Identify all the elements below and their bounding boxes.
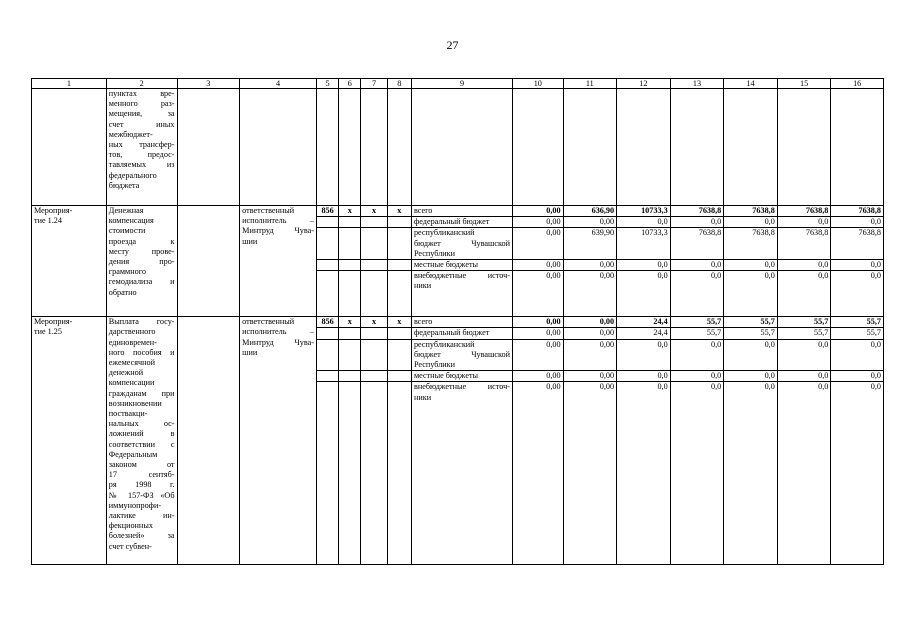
description-line: проезда к [108, 236, 175, 246]
column-number: 11 [563, 79, 617, 89]
budget-code: x [339, 206, 361, 217]
empty-cell [670, 89, 724, 206]
description-line: иммунопрофи- [108, 500, 162, 510]
description-line: ря 1998 г. [108, 480, 175, 490]
amount-cell: 55,7 [777, 317, 831, 328]
description-line: обратно [108, 287, 137, 297]
label-line: Мероприя- [34, 317, 73, 327]
amount-cell: 0,0 [777, 339, 831, 371]
amount-cell: 0,0 [777, 260, 831, 271]
executor [240, 206, 317, 317]
amount-cell: 0,0 [777, 382, 831, 565]
empty-cell [316, 371, 338, 382]
amount-cell: 7638,8 [831, 206, 884, 217]
amount-cell: 7638,8 [670, 206, 724, 217]
empty-cell [316, 382, 338, 565]
description-line: федерального [108, 170, 157, 180]
source-line: Республики [413, 360, 456, 370]
description-line: гражданам при [108, 388, 175, 398]
description-line: поствакци- [108, 409, 148, 419]
empty-cell [316, 271, 338, 317]
empty-cell [361, 382, 387, 565]
amount-cell: 0,00 [563, 317, 617, 328]
funding-source [411, 371, 512, 382]
amount-cell: 55,7 [724, 328, 778, 339]
amount-cell: 0,0 [777, 217, 831, 228]
empty-cell [316, 89, 338, 206]
amount-cell: 0,0 [724, 382, 778, 565]
description-line: возникновении [108, 398, 162, 408]
amount-cell: 0,0 [670, 217, 724, 228]
label-line: тие 1.25 [34, 327, 62, 337]
amount-cell: 7638,8 [724, 206, 778, 217]
source-line: местные бюджеты [413, 371, 479, 381]
empty-cell [339, 339, 361, 371]
amount-cell: 55,7 [831, 328, 884, 339]
description-line: менного раз- [108, 99, 175, 109]
empty-cell [387, 371, 411, 382]
description-line: единовремен- [108, 337, 157, 347]
description-line: пунктах вре- [108, 89, 175, 98]
measure-description [106, 317, 177, 565]
empty-cell [724, 89, 778, 206]
source-line: внебюджетные источ- [413, 271, 511, 281]
description-line: бюджета [108, 180, 140, 190]
source-line: Республики [413, 248, 456, 258]
empty-cell [361, 328, 387, 339]
amount-cell: 0,0 [724, 371, 778, 382]
description-line: денежной [108, 368, 144, 378]
description-line: тов, предос- [108, 150, 175, 160]
amount-cell: 55,7 [724, 317, 778, 328]
executor-line: Минтруд Чува- [242, 337, 314, 347]
amount-cell: 0,0 [831, 260, 884, 271]
budget-code: x [339, 317, 361, 328]
amount-cell: 0,00 [513, 382, 564, 565]
amount-cell: 0,00 [513, 271, 564, 317]
empty-cell [387, 217, 411, 228]
budget-code: x [361, 206, 387, 217]
page-number: 27 [446, 38, 459, 52]
column-number: 16 [831, 79, 884, 89]
empty-cell [339, 382, 361, 565]
description-line: болезней» за [108, 531, 175, 541]
amount-cell: 0,00 [563, 371, 617, 382]
source-line: бюджет Чувашской [413, 349, 511, 359]
description-line: Федеральным [108, 449, 158, 459]
amount-cell: 7638,8 [831, 228, 884, 260]
column-number: 9 [411, 79, 512, 89]
continuation-row [32, 89, 884, 206]
empty-cell [387, 228, 411, 260]
empty-cell [339, 328, 361, 339]
amount-cell: 0,00 [513, 228, 564, 260]
executor-line: шии [242, 236, 258, 246]
source-line: всего [413, 206, 433, 215]
amount-cell: 0,0 [831, 271, 884, 317]
funding-source [411, 228, 512, 260]
description-line: нальных ос- [108, 419, 175, 429]
executor-line: ответственный [242, 206, 295, 215]
empty-cell [361, 371, 387, 382]
amount-cell: 0,00 [513, 328, 564, 339]
amount-cell: 0,00 [563, 328, 617, 339]
description-line: счет субвен- [108, 541, 152, 551]
budget-code: 856 [316, 206, 338, 217]
empty-cell [339, 260, 361, 271]
source-line: республиканский [413, 228, 475, 238]
empty-cell [777, 89, 831, 206]
description-line: ежемесячной [108, 358, 155, 368]
empty-cell [339, 89, 361, 206]
empty-cell [32, 89, 107, 206]
amount-cell: 7638,8 [777, 206, 831, 217]
empty-cell [387, 339, 411, 371]
description-line: граммного [108, 267, 146, 277]
amount-cell: 0,00 [513, 371, 564, 382]
column-number: 4 [240, 79, 317, 89]
funding-source [411, 217, 512, 228]
empty-cell [387, 382, 411, 565]
empty-cell [339, 371, 361, 382]
amount-cell: 0,0 [617, 339, 671, 371]
description-line: месту прове- [108, 246, 175, 256]
amount-cell: 0,0 [670, 260, 724, 271]
budget-code: 856 [316, 317, 338, 328]
executor-line: шии [242, 347, 258, 357]
amount-cell: 0,00 [563, 382, 617, 565]
amount-cell: 0,0 [724, 271, 778, 317]
amount-cell: 0,00 [563, 339, 617, 371]
amount-cell: 0,00 [513, 317, 564, 328]
source-line: ники [413, 392, 432, 402]
amount-cell: 0,0 [724, 339, 778, 371]
source-line: ники [413, 281, 432, 291]
amount-cell: 0,0 [831, 371, 884, 382]
empty-cell [387, 260, 411, 271]
empty-cell [316, 328, 338, 339]
budget-table [31, 78, 884, 565]
amount-cell: 24,4 [617, 328, 671, 339]
empty-cell [513, 89, 564, 206]
amount-cell: 0,00 [513, 339, 564, 371]
source-line: федеральный бюджет [413, 217, 490, 227]
amount-cell: 0,0 [617, 271, 671, 317]
amount-cell: 0,0 [777, 271, 831, 317]
description-line: соответствии с [108, 439, 175, 449]
amount-cell: 0,0 [670, 371, 724, 382]
description-line: дения про- [108, 257, 175, 267]
empty-cell [617, 89, 671, 206]
amount-cell: 0,00 [513, 206, 564, 217]
description-line: ного пособия и [108, 347, 175, 357]
funding-source [411, 317, 512, 328]
budget-code: x [387, 317, 411, 328]
empty-cell [177, 206, 240, 317]
empty-cell [361, 260, 387, 271]
amount-cell: 55,7 [777, 328, 831, 339]
funding-source [411, 382, 512, 565]
amount-cell: 0,0 [777, 371, 831, 382]
amount-cell: 0,0 [831, 382, 884, 565]
column-number: 2 [106, 79, 177, 89]
amount-cell: 0,00 [513, 217, 564, 228]
amount-cell: 7638,8 [670, 228, 724, 260]
column-number: 12 [617, 79, 671, 89]
column-number: 14 [724, 79, 778, 89]
budget-code: x [361, 317, 387, 328]
executor-line: ответственный [242, 317, 295, 327]
amount-cell: 0,00 [563, 271, 617, 317]
source-line: местные бюджеты [413, 260, 479, 270]
empty-cell [361, 217, 387, 228]
description-line: мещения, за [108, 109, 175, 119]
amount-cell: 10733,3 [617, 228, 671, 260]
amount-cell: 0,00 [563, 217, 617, 228]
empty-cell [316, 339, 338, 371]
source-row [32, 206, 884, 217]
empty-cell [411, 89, 512, 206]
source-row [32, 317, 884, 328]
description-line: лактике ин- [108, 511, 175, 521]
empty-cell [361, 271, 387, 317]
source-line: внебюджетные источ- [413, 382, 511, 392]
column-number: 7 [361, 79, 387, 89]
description-line: тавляемых из [108, 160, 175, 170]
executor-line: исполнитель – [242, 327, 314, 337]
executor [240, 317, 317, 565]
empty-cell [361, 339, 387, 371]
empty-cell [339, 271, 361, 317]
amount-cell: 0,0 [617, 217, 671, 228]
description-line: дарственного [108, 327, 156, 337]
empty-cell [177, 317, 240, 565]
source-line: бюджет Чувашской [413, 238, 511, 248]
description-line: ложнений в [108, 429, 175, 439]
amount-cell: 0,0 [670, 382, 724, 565]
amount-cell: 0,0 [617, 371, 671, 382]
amount-cell: 7638,8 [777, 228, 831, 260]
empty-cell [240, 89, 317, 206]
amount-cell: 639,90 [563, 228, 617, 260]
column-number: 6 [339, 79, 361, 89]
description-line: межбюджет- [108, 129, 153, 139]
column-number: 3 [177, 79, 240, 89]
funding-source [411, 339, 512, 371]
budget-code: x [387, 206, 411, 217]
description-line: компенсации [108, 378, 155, 388]
measure-label [32, 206, 107, 317]
amount-cell: 0,0 [617, 260, 671, 271]
description-line: фекционных [108, 521, 153, 531]
empty-cell [339, 217, 361, 228]
label-line: Мероприя- [34, 206, 73, 215]
description-line: Денежная [108, 206, 144, 215]
column-numbers-row [32, 79, 884, 89]
empty-cell [316, 260, 338, 271]
funding-source [411, 328, 512, 339]
amount-cell: 0,0 [831, 339, 884, 371]
empty-cell [316, 228, 338, 260]
funding-source [411, 260, 512, 271]
measure-description [106, 206, 177, 317]
funding-source [411, 271, 512, 317]
source-line: федеральный бюджет [413, 328, 490, 338]
amount-cell: 55,7 [831, 317, 884, 328]
label-line: тие 1.24 [34, 216, 62, 226]
empty-cell [831, 89, 884, 206]
description-line: ных трансфер- [108, 140, 175, 150]
empty-cell [177, 89, 240, 206]
amount-cell: 0,00 [563, 260, 617, 271]
description-line: компенсация [108, 216, 154, 226]
empty-cell [361, 228, 387, 260]
measure-description [106, 89, 177, 206]
amount-cell: 55,7 [670, 317, 724, 328]
description-line: счет иных [108, 119, 175, 129]
amount-cell: 0,0 [724, 217, 778, 228]
column-number: 13 [670, 79, 724, 89]
amount-cell: 0,0 [670, 271, 724, 317]
empty-cell [387, 328, 411, 339]
amount-cell: 636,90 [563, 206, 617, 217]
amount-cell: 7638,8 [724, 228, 778, 260]
column-number: 1 [32, 79, 107, 89]
empty-cell [387, 271, 411, 317]
empty-cell [361, 89, 387, 206]
column-number: 8 [387, 79, 411, 89]
source-line: республиканский [413, 339, 475, 349]
amount-cell: 55,7 [670, 328, 724, 339]
amount-cell: 10733,3 [617, 206, 671, 217]
description-line: гемодиализа и [108, 277, 175, 287]
funding-source [411, 206, 512, 217]
executor-line: исполнитель – [242, 216, 314, 226]
column-number: 15 [777, 79, 831, 89]
empty-cell [339, 228, 361, 260]
amount-cell: 0,0 [724, 260, 778, 271]
amount-cell: 0,00 [513, 260, 564, 271]
empty-cell [387, 89, 411, 206]
description-line: 17 сентяб- [108, 470, 175, 480]
amount-cell: 0,0 [617, 382, 671, 565]
empty-cell [563, 89, 617, 206]
empty-cell [316, 217, 338, 228]
description-line: Выплата госу- [108, 317, 175, 327]
amount-cell: 0,0 [670, 339, 724, 371]
amount-cell: 0,0 [831, 217, 884, 228]
amount-cell: 24,4 [617, 317, 671, 328]
description-line: законом от [108, 460, 175, 470]
source-line: всего [413, 317, 433, 327]
description-line: стоимости [108, 226, 146, 236]
executor-line: Минтруд Чува- [242, 226, 314, 236]
measure-label [32, 317, 107, 565]
column-number: 10 [513, 79, 564, 89]
column-number: 5 [316, 79, 338, 89]
description-line: № 157-ФЗ «Об [108, 490, 175, 500]
